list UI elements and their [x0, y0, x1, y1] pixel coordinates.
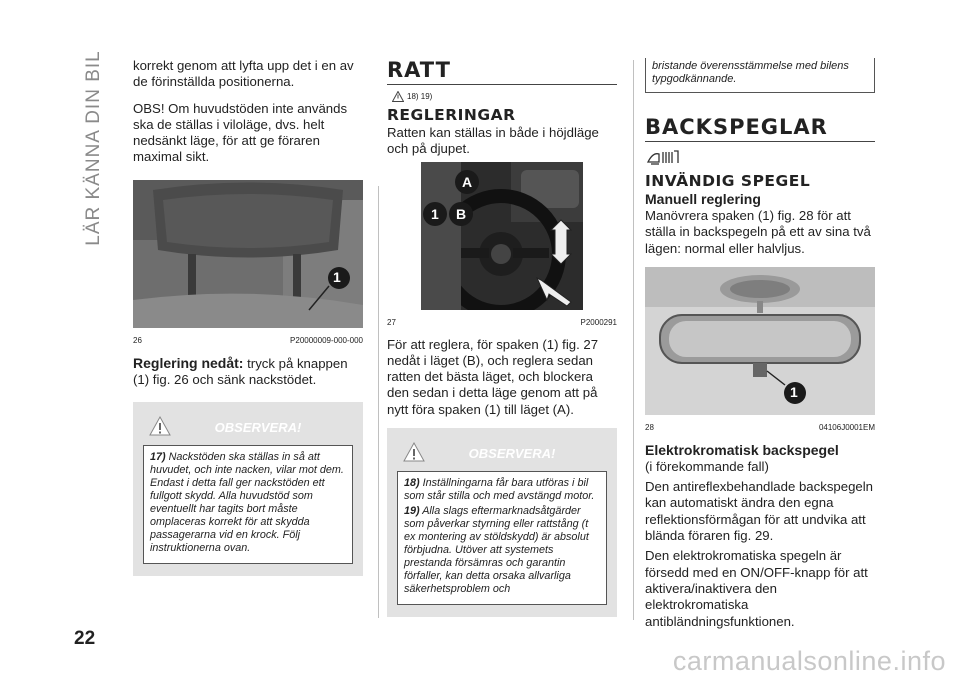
warning-title: OBSERVERA! — [468, 446, 556, 462]
figure-code: P2000291 — [580, 317, 617, 327]
headrest-photo — [133, 180, 363, 328]
figure-code: P20000009-000-000 — [290, 335, 363, 345]
warning-triangle-icon — [149, 416, 171, 436]
column-divider — [378, 186, 379, 618]
figure-code: 04106J0001EM — [818, 422, 875, 432]
callout-1: 1 — [790, 383, 798, 400]
column-mirrors — [645, 58, 875, 640]
figure-number: 28 — [645, 422, 654, 432]
paragraph: OBS! Om huvudstöden inte används ska de ställas i viloläge, dvs. helt nedsänkt läge, för att ge föraren maximal sikt. — [133, 100, 348, 165]
note-number: 19) — [404, 505, 420, 518]
electrochromic-title: Elektrokromatisk backspegel — [645, 441, 839, 458]
section-side-tab — [84, 48, 104, 248]
refs-text: 18) 19) — [407, 92, 433, 101]
callout-A: A — [462, 173, 473, 190]
paragraph: Manövrera spaken (1) fig. 28 för att ställa in backspegeln på ett av sina två lägen: normal eller halvljus. — [645, 208, 871, 256]
warning-note — [397, 471, 607, 605]
figure-caption — [387, 318, 617, 327]
warning-box — [133, 402, 363, 576]
paragraph: (i förekommande fall) — [645, 458, 769, 474]
watermark: carmanualsonline.info — [672, 646, 946, 676]
lowering-title: Reglering nedåt: — [133, 354, 244, 371]
warning-box — [387, 428, 617, 617]
subheading: REGLERINGAR — [387, 106, 516, 124]
note-text: bristande överensstämmelse med bilens typgodkännande. — [652, 60, 849, 85]
manual-title: Manuell reglering — [645, 191, 761, 207]
callout-B: B — [456, 205, 467, 222]
column-divider — [633, 60, 634, 620]
note-text: Inställningarna får bara utföras i bil som står stilla och med avstängd motor. — [404, 477, 595, 503]
section-side-tab-label: LÄR KÄNNA DIN BIL — [83, 50, 104, 246]
callout-1: 1 — [431, 205, 439, 222]
steering-wheel-photo — [421, 162, 583, 310]
note-number: 17) — [150, 451, 166, 464]
column-headrest — [133, 58, 363, 576]
lowering-text: tryck på knappen (1) fig. 26 och sänk nackstödet. — [133, 355, 348, 388]
paragraph: Den antireflexbehandlade backspegeln kan automatiskt ändra den egna reflektionsförmågan för att undvika att blända föraren fig. 29. — [645, 479, 874, 544]
figure-28 — [645, 267, 875, 432]
paragraph: korrekt genom att lyfta upp det i en av de förinställda positionerna. — [133, 58, 354, 90]
warning-title: OBSERVERA! — [214, 420, 302, 436]
column-steering-wheel — [387, 58, 617, 617]
note-text: Nackstöden ska ställas in så att huvudet, och inte nacken, vilar mot dem. Endast i detta fall ger nackstöden ett fullgott skydd. Alla huvudstöd som eventuellt har tagits bort måste omplaceras korrekt för att skydda passagerarna vid en krock. Följ instruktionerna ovan. — [150, 451, 344, 555]
note-text: Alla slags eftermarknadsåtgärder som påverkar styrning eller rattstång (t ex montering av stöldskydd) är absolut förbjudna. Utöver att systemets prestanda försämras och garantin förfaller, kan detta orsaka allvarliga säkerhetsproblem och — [404, 505, 589, 596]
paragraph: För att reglera, för spaken (1) fig. 27 nedåt i läget (B), och reglera sedan ratten det bästa läget, och blockera den sedan i detta läge genom att på nytt föra spaken (1) till läget (A). — [387, 336, 599, 417]
paragraph: Den elektrokromatiska spegeln är försedd med en ON/OFF-knapp för att aktivera/inaktivera den elektrokromatiska antibländningsfunktionen. — [645, 548, 868, 629]
warning-note — [143, 445, 353, 564]
subheading: INVÄNDIG SPEGEL — [645, 172, 811, 190]
symbol-row — [645, 148, 875, 166]
paragraph: Ratten kan ställas in både i höjdläge och på djupet. — [387, 125, 599, 157]
page-number: 22 — [74, 628, 96, 649]
warning-note-continued — [645, 58, 875, 93]
note-number: 18) — [404, 477, 420, 490]
section-heading: RATT — [387, 58, 617, 85]
warning-triangle-icon — [403, 442, 425, 462]
mirror-symbol-icon — [645, 148, 679, 166]
warning-refs — [392, 91, 617, 102]
figure-number: 26 — [133, 335, 142, 345]
section-heading: BACKSPEGLAR — [645, 115, 875, 142]
figure-number: 27 — [387, 317, 396, 327]
mirror-photo — [645, 267, 875, 415]
figure-27 — [421, 162, 583, 315]
callout-1: 1 — [333, 268, 341, 285]
warning-triangle-icon — [392, 91, 404, 102]
figure-26 — [133, 180, 363, 345]
